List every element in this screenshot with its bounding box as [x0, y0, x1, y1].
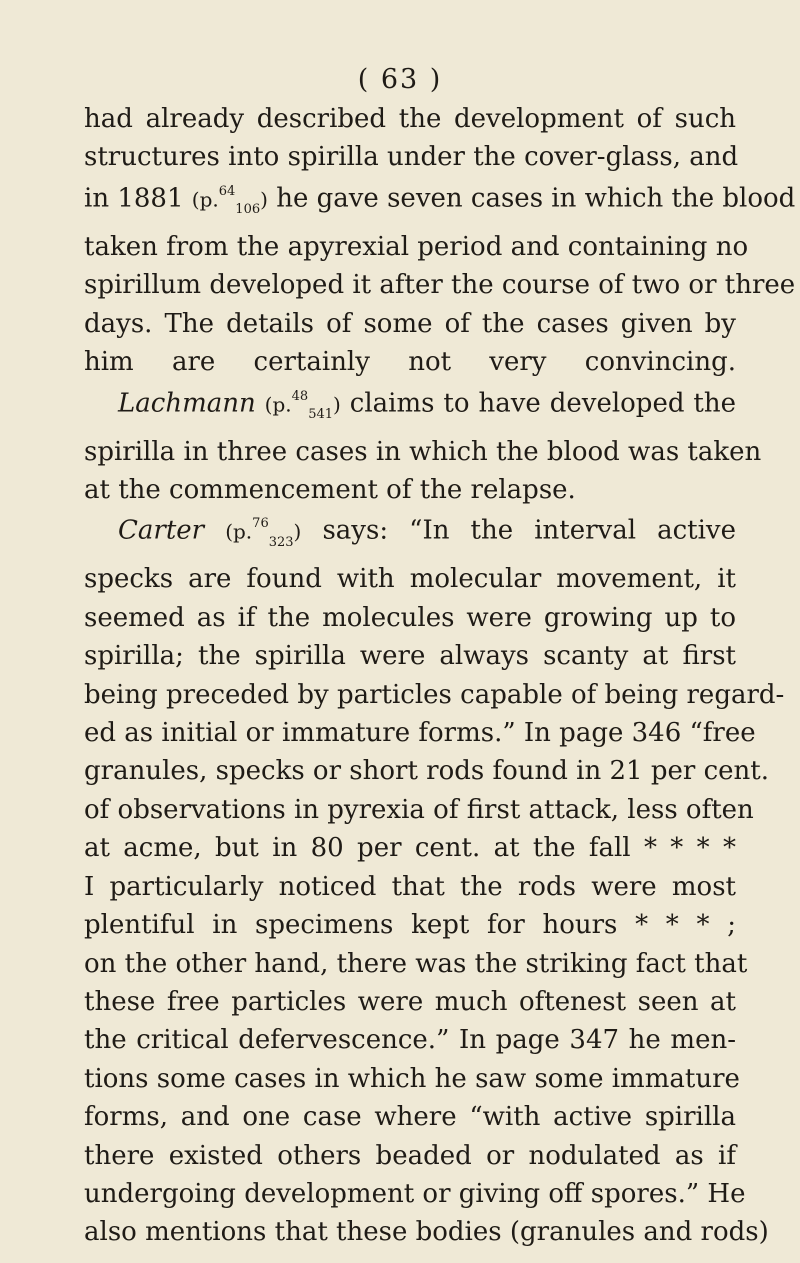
ref-page-prefix: p.	[233, 520, 253, 545]
line-text: had already described the development of such	[84, 104, 736, 134]
text-line	[84, 1060, 740, 1098]
text-line	[84, 868, 736, 906]
author-name: Lachmann	[118, 388, 256, 419]
line-text: forms, and one case where “with active spirilla	[84, 1102, 736, 1133]
text-line	[84, 1098, 736, 1136]
line-text: says: “In the interval active	[301, 516, 737, 547]
line-text: granules, specks or short rods found in 21 per cent.	[84, 756, 769, 787]
text-line	[84, 560, 736, 598]
ref-open-paren: (	[264, 392, 273, 417]
line-text: ed as initial or immature forms.” In page 346 “free	[84, 718, 756, 749]
reference-marker	[225, 509, 301, 560]
ref-page: 106	[235, 202, 261, 218]
text-line	[84, 791, 754, 829]
line-text: at acme, but in 80 per cent. at the fall * * * *	[84, 833, 736, 864]
text-line	[84, 829, 736, 867]
text-line	[84, 752, 769, 790]
line-text: spirilla; the spirilla were always scanty at first	[84, 641, 736, 672]
line-text: on the other hand, there was the striking fact that	[84, 948, 748, 979]
ref-page: 323	[268, 535, 294, 551]
text-line	[84, 509, 736, 560]
text-line	[84, 471, 736, 509]
text-line	[84, 1021, 736, 1059]
ref-number: 76	[252, 516, 269, 532]
line-text: taken from the apyrexial period and containing no	[84, 231, 749, 262]
line-text	[256, 388, 265, 418]
ref-page-prefix: p.	[199, 187, 219, 212]
line-text: tions some cases in which he saw some immature	[84, 1063, 740, 1094]
line-text: of observations in pyrexia of first attack, less often	[84, 794, 754, 825]
line-text: days. The details of some of the cases given by	[84, 308, 736, 339]
line-text: seemed as if the molecules were growing up to	[84, 602, 736, 633]
line-text: at the commencement of the relapse.	[84, 474, 576, 505]
text-line	[84, 945, 748, 983]
ref-number: 48	[291, 388, 309, 404]
text-line	[84, 138, 739, 176]
body-text	[84, 100, 796, 1252]
reference-marker	[265, 382, 341, 433]
text-line	[84, 906, 736, 944]
ref-close-paren: )	[333, 392, 341, 417]
ref-page: 541	[308, 407, 334, 423]
text-line	[84, 714, 756, 752]
line-text: also mentions that these bodies (granules and rods)	[84, 1217, 769, 1248]
line-text: undergoing development or giving off spores.” He	[84, 1178, 746, 1209]
text-line	[84, 637, 736, 675]
text-line	[84, 1213, 769, 1251]
text-line	[84, 1137, 736, 1175]
line-text: in 1881	[84, 183, 192, 214]
reference-marker	[192, 177, 268, 228]
line-text: spirilla in three cases in which the blood was taken	[84, 436, 762, 467]
text-line	[84, 228, 749, 266]
ref-page-prefix: p.	[272, 392, 292, 417]
line-text: him are certainly not very convincing.	[84, 347, 736, 378]
ref-number: 64	[218, 183, 236, 199]
text-line	[84, 177, 796, 228]
line-text: I particularly noticed that the rods were most	[84, 871, 736, 902]
line-text: being preceded by particles capable of being regard-	[84, 679, 785, 710]
line-text: these free particles were much oftenest seen at	[84, 986, 736, 1017]
line-text: plentiful in specimens kept for hours * * * ;	[84, 910, 736, 941]
author-name: Carter	[118, 516, 205, 547]
text-line	[84, 100, 736, 138]
text-line	[84, 382, 736, 433]
line-text: claims to have developed the	[340, 388, 737, 419]
ref-close-paren: )	[260, 187, 268, 212]
text-line	[84, 983, 736, 1021]
ref-close-paren: )	[293, 520, 302, 545]
text-line	[84, 676, 785, 714]
text-line	[84, 266, 796, 304]
text-line	[84, 433, 762, 471]
text-line	[84, 343, 736, 381]
text-line	[84, 1175, 746, 1213]
ref-open-paren: (	[191, 187, 200, 212]
text-line	[84, 599, 736, 637]
line-text: structures into spirilla under the cover-glass, and	[84, 142, 739, 173]
line-text: there existed others beaded or nodulated as if	[84, 1140, 736, 1171]
page-number: ( 63 )	[357, 64, 443, 95]
line-text: specks are found with molecular movement, it	[84, 564, 736, 595]
line-text: the critical defervescence.” In page 347 he men-	[84, 1025, 736, 1056]
ref-open-paren: (	[225, 520, 233, 545]
line-text	[204, 516, 225, 546]
line-text: he gave seven cases in which the blood	[267, 183, 796, 214]
line-text: spirillum developed it after the course of two or three	[84, 270, 796, 301]
text-line	[84, 305, 736, 343]
